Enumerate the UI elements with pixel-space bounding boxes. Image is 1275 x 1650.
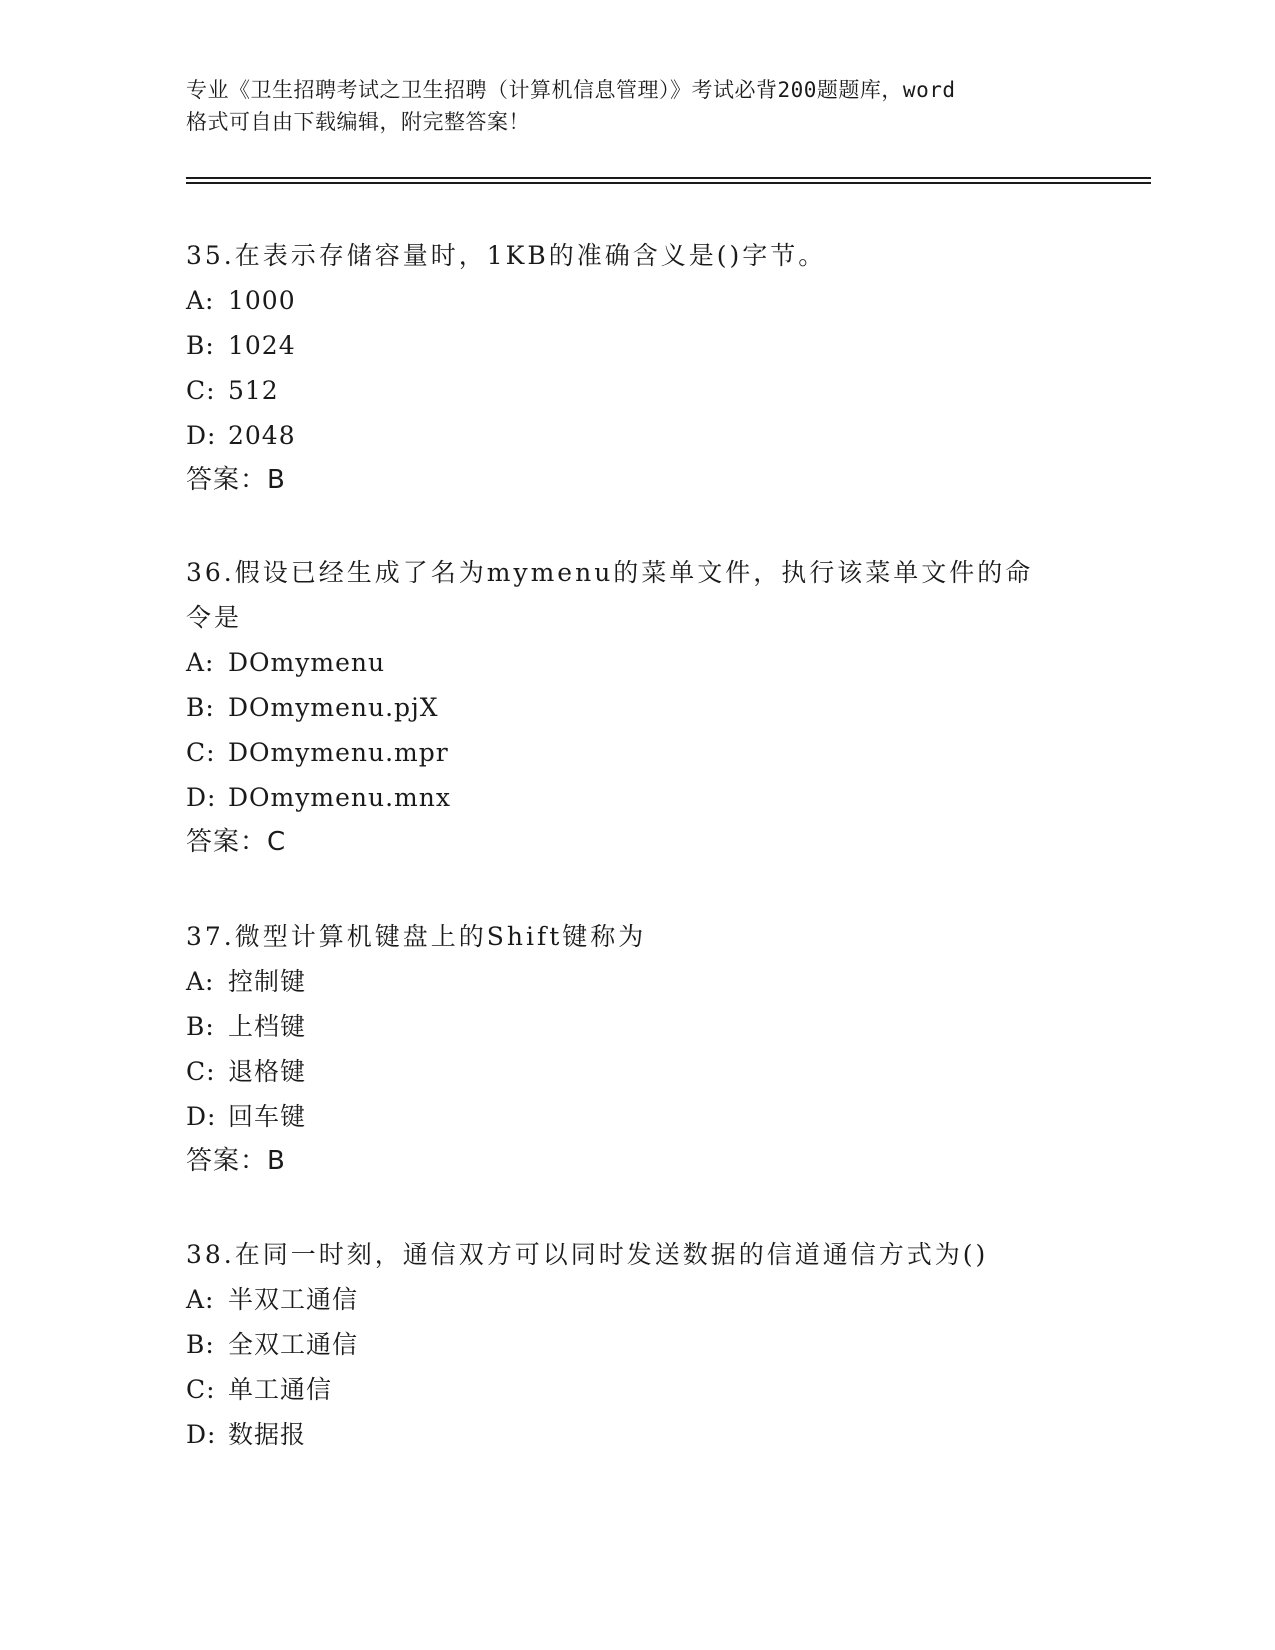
option-text: DOmymenu.mnx bbox=[228, 783, 451, 812]
option-text: 回车键 bbox=[228, 1102, 307, 1131]
option-letter: B: bbox=[186, 1330, 215, 1359]
header-divider-top bbox=[186, 177, 1151, 179]
header-divider-bottom bbox=[186, 182, 1151, 184]
answer: 答案：B bbox=[186, 1146, 286, 1176]
option-c bbox=[186, 1049, 1086, 1094]
question-text: 37.微型计算机键盘上的Shift键称为 bbox=[186, 922, 647, 951]
question-35 bbox=[186, 233, 1086, 503]
question-text: 35.在表示存储容量时，1KB的准确含义是()字节。 bbox=[186, 241, 827, 270]
option-letter: D: bbox=[186, 1420, 217, 1449]
document-header bbox=[186, 74, 1086, 138]
option-letter: D: bbox=[186, 1102, 217, 1131]
header-line-2: 格式可自由下载编辑，附完整答案！ bbox=[186, 110, 530, 134]
option-letter: A: bbox=[186, 648, 215, 677]
option-letter: C: bbox=[186, 1375, 216, 1404]
option-b bbox=[186, 1322, 1086, 1367]
option-b bbox=[186, 323, 1086, 368]
option-text: 数据报 bbox=[228, 1420, 307, 1449]
question-38 bbox=[186, 1232, 1086, 1457]
option-c bbox=[186, 730, 1086, 775]
option-letter: D: bbox=[186, 421, 217, 450]
option-letter: B: bbox=[186, 331, 215, 360]
option-text: 1024 bbox=[228, 331, 296, 360]
option-text: 半双工通信 bbox=[228, 1285, 359, 1314]
option-text: 单工通信 bbox=[228, 1375, 333, 1404]
header-line-1: 专业《卫生招聘考试之卫生招聘（计算机信息管理）》考试必背200题题库，word bbox=[186, 78, 956, 102]
option-d bbox=[186, 413, 1086, 458]
option-letter: B: bbox=[186, 1012, 215, 1041]
option-text: 上档键 bbox=[228, 1012, 307, 1041]
option-letter: C: bbox=[186, 738, 216, 767]
option-d bbox=[186, 1094, 1086, 1139]
option-text: 全双工通信 bbox=[228, 1330, 359, 1359]
option-letter: A: bbox=[186, 286, 215, 315]
option-text: 1000 bbox=[228, 286, 296, 315]
option-c bbox=[186, 1367, 1086, 1412]
option-letter: A: bbox=[186, 1285, 215, 1314]
option-a bbox=[186, 640, 1086, 685]
option-text: DOmymenu.mpr bbox=[228, 738, 449, 767]
answer: 答案：B bbox=[186, 465, 286, 495]
option-letter: C: bbox=[186, 376, 216, 405]
option-c bbox=[186, 368, 1086, 413]
option-b bbox=[186, 685, 1086, 730]
answer: 答案：C bbox=[186, 827, 287, 857]
option-d bbox=[186, 775, 1086, 820]
option-text: 512 bbox=[228, 376, 279, 405]
option-a bbox=[186, 278, 1086, 323]
option-d bbox=[186, 1412, 1086, 1457]
option-letter: B: bbox=[186, 693, 215, 722]
option-text: 2048 bbox=[228, 421, 296, 450]
question-37 bbox=[186, 914, 1086, 1184]
option-a bbox=[186, 959, 1086, 1004]
option-text: 控制键 bbox=[228, 967, 307, 996]
option-letter: D: bbox=[186, 783, 217, 812]
option-text: 退格键 bbox=[228, 1057, 307, 1086]
option-text: DOmymenu.pjX bbox=[228, 693, 439, 722]
question-36 bbox=[186, 550, 1086, 865]
question-text: 36.假设已经生成了名为mymenu的菜单文件，执行该菜单文件的命令是 bbox=[186, 558, 1034, 632]
option-letter: C: bbox=[186, 1057, 216, 1086]
question-text: 38.在同一时刻，通信双方可以同时发送数据的信道通信方式为() bbox=[186, 1240, 989, 1269]
option-a bbox=[186, 1277, 1086, 1322]
option-text: DOmymenu bbox=[228, 648, 386, 677]
option-letter: A: bbox=[186, 967, 215, 996]
option-b bbox=[186, 1004, 1086, 1049]
